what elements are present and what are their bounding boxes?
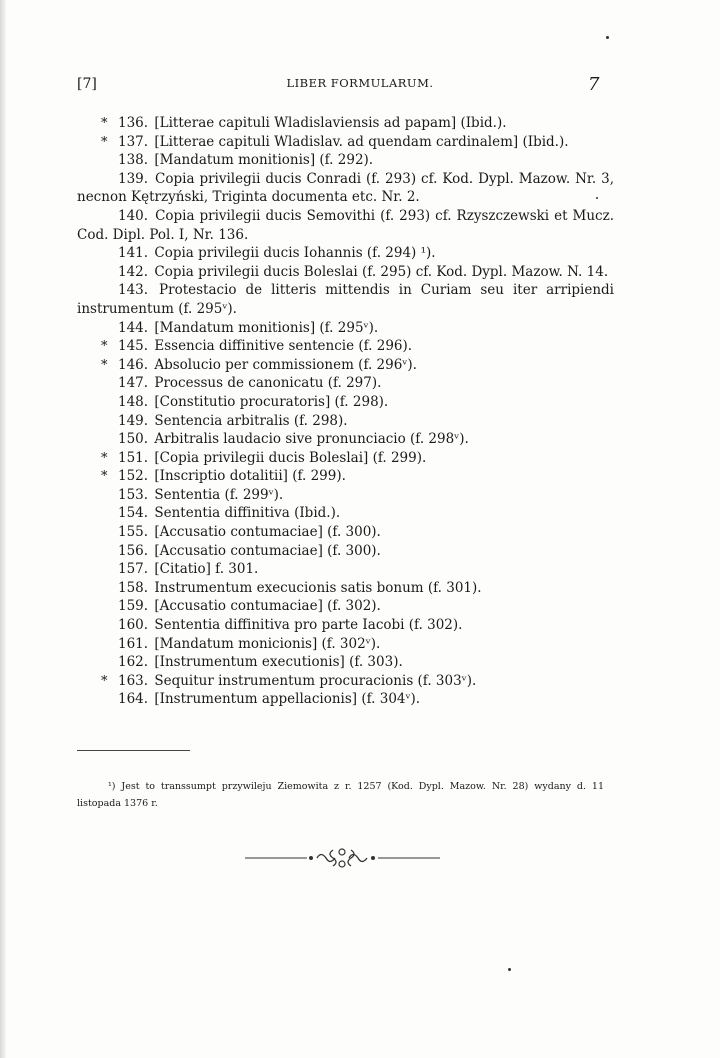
list-item (77, 542, 614, 561)
page-number: 7 (588, 74, 600, 95)
entry-text: Copia privilegii ducis Iohannis (f. 294) ¹). (154, 245, 436, 262)
entry-number: 153. (118, 486, 149, 503)
list-item (77, 504, 614, 523)
list-item (77, 114, 614, 133)
entry-text: [Litterae capituli Wladislav. ad quendam cardinalem] (Ibid.). (154, 133, 569, 150)
entry-number: 161. (118, 635, 149, 652)
entry-text: Absolucio per commissionem (f. 296ᵛ). (154, 356, 417, 373)
scan-speck (508, 968, 511, 971)
list-item (77, 263, 614, 282)
entry-text: Instrumentum execucionis satis bonum (f. 301). (154, 579, 482, 596)
entry-number: 163. (118, 672, 149, 689)
entry-text: [Litterae capituli Wladislaviensis ad papam] (Ibid.). (154, 115, 507, 131)
footnote (77, 778, 604, 812)
list-item (77, 244, 614, 263)
running-header (0, 76, 720, 96)
list-item (77, 281, 614, 318)
list-item (77, 151, 614, 170)
header-section-number: [7] (77, 76, 97, 92)
entry-number: 155. (118, 524, 149, 541)
asterisk-mark: * (101, 673, 108, 689)
list-item (77, 635, 614, 654)
list-item (77, 393, 614, 412)
entry-text: [Accusatio contumaciae] (f. 300). (154, 542, 381, 559)
entry-number: 147. (118, 375, 149, 392)
list-item (77, 690, 614, 709)
list-item (77, 449, 614, 468)
entry-text: Copia privilegii ducis Boleslai (f. 295) cf. Kod. Dypl. Mazow. N. 14. (154, 263, 609, 280)
entry-number: 158. (118, 579, 149, 596)
list-item (77, 412, 614, 431)
entry-number: 148. (118, 393, 149, 410)
entry-text: [Accusatio contumaciae] (f. 300). (154, 524, 381, 541)
scan-speck (596, 197, 598, 199)
entry-text: [Instrumentum executionis] (f. 303). (154, 654, 403, 671)
list-item (77, 560, 614, 579)
entry-text: Copia privilegii ducis Semovithi (f. 293) cf. Rzyszczewski et Mucz. Cod. Dipl. Pol. I, Nr. 136. (77, 207, 614, 243)
scan-edge (0, 0, 6, 1058)
list-item (77, 672, 614, 691)
list-item (77, 486, 614, 505)
entry-number: 139. (118, 170, 149, 187)
entry-number: 152. (118, 468, 149, 485)
entry-text: Copia privilegii ducis Conradi (f. 293) cf. Kod. Dypl. Mazow. Nr. 3, necnon Kętrzyński, Triginta documenta etc. Nr. 2. (77, 170, 615, 206)
list-item (77, 207, 614, 244)
asterisk-mark: * (101, 339, 108, 355)
asterisk-mark: * (101, 450, 108, 466)
entry-number: 140. (118, 207, 149, 224)
scan-speck (606, 36, 609, 39)
list-item (77, 133, 614, 152)
entry-number: 142. (118, 263, 149, 280)
list-item (77, 597, 614, 616)
entry-text: [Mandatum monicionis] (f. 302ᵛ). (154, 635, 381, 652)
entry-number: 146. (118, 356, 149, 373)
entry-text: [Citatio] f. 301. (154, 561, 259, 578)
entry-number: 149. (118, 412, 149, 429)
entry-number: 138. (118, 152, 149, 169)
entry-text: Sententia diffinitiva pro parte Iacobi (f. 302). (154, 617, 463, 634)
entry-text: [Inscriptio dotalitii] (f. 299). (154, 468, 346, 485)
entry-text: [Mandatum monitionis] (f. 292). (154, 152, 374, 169)
list-item (77, 616, 614, 635)
entry-number: 150. (118, 431, 149, 448)
entry-number: 151. (118, 449, 149, 466)
entry-text: [Constitutio procuratoris] (f. 298). (154, 393, 389, 410)
entry-text: Sententia (f. 299ᵛ). (154, 486, 284, 503)
entry-number: 164. (118, 691, 149, 708)
header-title: LIBER FORMULARUM. (286, 76, 434, 90)
entry-text: [Copia privilegii ducis Boleslai] (f. 299). (154, 449, 427, 466)
entry-number: 143. (118, 282, 149, 299)
entry-text: Sentencia arbitralis (f. 298). (154, 412, 348, 429)
footnote-text: Jest to transsumpt przywileju Ziemowita z r. 1257 (Kod. Dypl. Mazow. Nr. 28) wydany d. 11 listopada 1376 r. (77, 780, 604, 809)
entry-text: [Mandatum monitionis] (f. 295ᵛ). (154, 319, 379, 336)
entry-list (77, 114, 614, 709)
list-item (77, 356, 614, 375)
asterisk-mark: * (101, 134, 108, 150)
footnote-mark: ¹) (108, 780, 116, 792)
footnote-rule (77, 750, 190, 751)
entry-text: Essencia diffinitive sentencie (f. 296). (154, 338, 413, 355)
entry-text: Sequitur instrumentum procuracionis (f. 303ᵛ). (154, 672, 477, 689)
list-item (77, 337, 614, 356)
entry-number: 156. (118, 542, 149, 559)
fleuron-ornament (245, 844, 440, 870)
list-item (77, 170, 614, 207)
list-item (77, 653, 614, 672)
entry-text: Processus de canonicatu (f. 297). (154, 375, 382, 392)
entry-number: 154. (118, 505, 149, 522)
entry-text: Arbitralis laudacio sive pronunciacio (f. 298ᵛ). (154, 431, 469, 448)
list-item (77, 374, 614, 393)
entry-text: [Instrumentum appellacionis] (f. 304ᵛ). (154, 691, 421, 708)
list-item (77, 467, 614, 486)
list-item (77, 579, 614, 598)
entry-number: 136. (118, 115, 149, 131)
asterisk-mark: * (101, 357, 108, 373)
entry-number: 160. (118, 617, 149, 634)
entry-number: 157. (118, 561, 149, 578)
entry-number: 162. (118, 654, 149, 671)
list-item (77, 319, 614, 338)
entry-number: 137. (118, 133, 149, 150)
asterisk-mark: * (101, 116, 108, 131)
entry-number: 141. (118, 245, 149, 262)
entry-text: [Accusatio contumaciae] (f. 302). (154, 598, 381, 615)
list-item (77, 523, 614, 542)
entry-text: Protestacio de litteris mittendis in Curiam seu iter arripiendi instrumentum (f. 295ᵛ). (77, 282, 614, 317)
list-item (77, 430, 614, 449)
entry-number: 159. (118, 598, 149, 615)
entry-text: Sententia diffinitiva (Ibid.). (154, 505, 341, 522)
entry-number: 144. (118, 319, 149, 336)
entry-number: 145. (118, 338, 149, 355)
asterisk-mark: * (101, 469, 108, 485)
